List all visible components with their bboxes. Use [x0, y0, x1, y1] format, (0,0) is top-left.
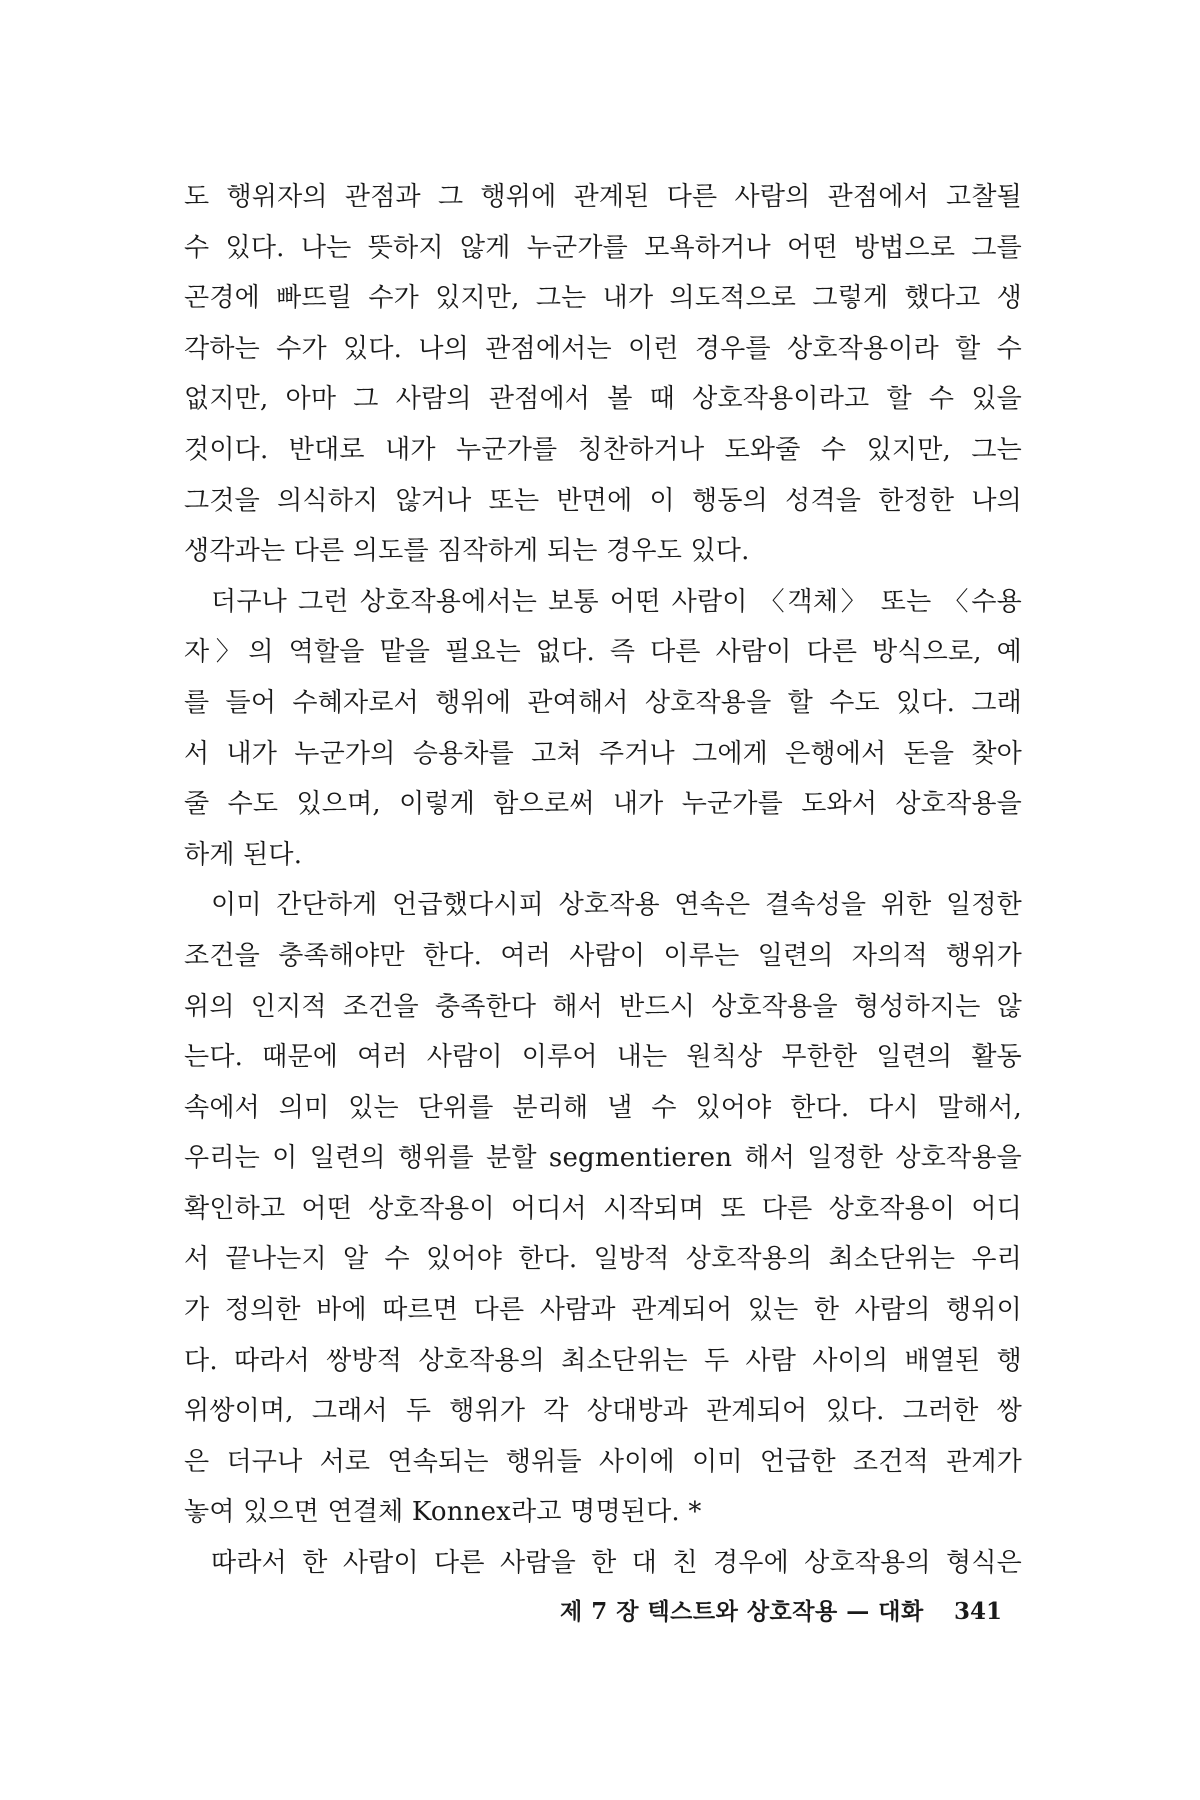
text-line: 수 있다. 나는 뜻하지 않게 누군가를 모욕하거나 어떤 방법으로 그를 — [184, 232, 1022, 263]
text-line: 조건을 충족해야만 한다. 여러 사람이 이루는 일련의 자의적 행위가 — [184, 940, 1022, 971]
text-line: 따라서 한 사람이 다른 사람을 한 대 친 경우에 상호작용의 형식은 — [211, 1548, 1022, 1579]
text-line: 놓여 있으면 연결체 Konnex라고 명명된다. * — [184, 1497, 702, 1528]
text-line: 자〉의 역할을 맡을 필요는 없다. 즉 다른 사람이 다른 방식으로, 예 — [184, 637, 1022, 668]
text-line: 위의 인지적 조건을 충족한다 해서 반드시 상호작용을 형성하지는 않 — [184, 991, 1022, 1022]
text-line: 하게 된다. — [184, 839, 303, 870]
text-line: 도 행위자의 관점과 그 행위에 관계된 다른 사람의 관점에서 고찰될 — [184, 182, 1022, 212]
text-line: 그것을 의식하지 않거나 또는 반면에 이 행동의 성격을 한정한 나의 — [184, 485, 1022, 516]
running-footer — [560, 1597, 1002, 1627]
text-line: 를 들어 수혜자로서 행위에 관여해서 상호작용을 할 수도 있다. 그래 — [184, 687, 1022, 718]
text-line: 것이다. 반대로 내가 누군가를 칭찬하거나 도와줄 수 있지만, 그는 — [184, 434, 1022, 465]
text-line: 서 내가 누군가의 승용차를 고쳐 주거나 그에게 은행에서 돈을 찾아 — [184, 738, 1022, 769]
text-line: 우리는 이 일련의 행위를 분할 segmentieren 해서 일정한 상호작용을 — [184, 1143, 1022, 1174]
text-line: 곤경에 빠뜨릴 수가 있지만, 그는 내가 의도적으로 그렇게 했다고 생 — [184, 283, 1022, 314]
text-line: 속에서 의미 있는 단위를 분리해 낼 수 있어야 한다. 다시 말해서, — [184, 1092, 1022, 1123]
text-line: 더구나 그런 상호작용에서는 보통 어떤 사람이 〈객체〉 또는 〈수용 — [211, 586, 1022, 617]
text-line: 은 더구나 서로 연속되는 행위들 사이에 이미 언급한 조건적 관계가 — [184, 1446, 1022, 1477]
text-line: 다. 따라서 쌍방적 상호작용의 최소단위는 두 사람 사이의 배열된 행 — [184, 1345, 1022, 1376]
text-line: 생각과는 다른 의도를 짐작하게 되는 경우도 있다. — [184, 536, 750, 567]
text-line: 이미 간단하게 언급했다시피 상호작용 연속은 결속성을 위한 일정한 — [211, 890, 1022, 921]
text-line: 위쌍이며, 그래서 두 행위가 각 상대방과 관계되어 있다. 그러한 쌍 — [184, 1396, 1022, 1427]
text-line: 서 끝나는지 알 수 있어야 한다. 일방적 상호작용의 최소단위는 우리 — [184, 1244, 1022, 1275]
text-line: 각하는 수가 있다. 나의 관점에서는 이런 경우를 상호작용이라 할 수 — [184, 333, 1022, 364]
text-line: 줄 수도 있으며, 이렇게 함으로써 내가 누군가를 도와서 상호작용을 — [184, 789, 1022, 820]
page-number: 341 — [953, 1598, 1002, 1625]
text-line: 가 정의한 바에 따르면 다른 사람과 관계되어 있는 한 사람의 행위이 — [184, 1295, 1022, 1326]
body-text — [184, 172, 1022, 1589]
text-line: 확인하고 어떤 상호작용이 어디서 시작되며 또 다른 상호작용이 어디 — [184, 1193, 1022, 1224]
text-line: 없지만, 아마 그 사람의 관점에서 볼 때 상호작용이라고 할 수 있을 — [184, 384, 1022, 415]
text-line: 는다. 때문에 여러 사람이 이루어 내는 원칙상 무한한 일련의 활동 — [184, 1042, 1022, 1073]
chapter-title: 제 7 장 텍스트와 상호작용 — 대화 — [560, 1598, 924, 1625]
